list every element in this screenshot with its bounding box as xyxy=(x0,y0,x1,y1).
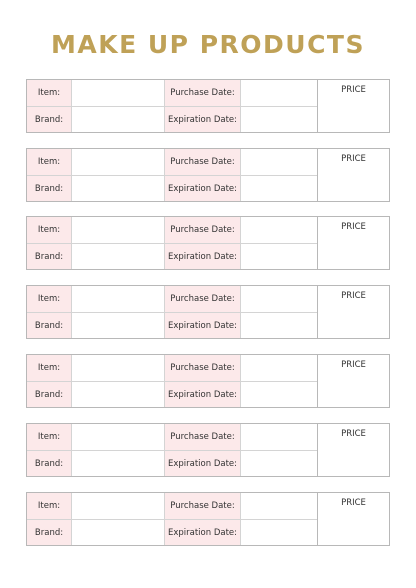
price-box[interactable] xyxy=(317,217,389,269)
product-card xyxy=(26,148,390,202)
purchase-date-label: Purchase Date: xyxy=(164,424,240,450)
item-field[interactable] xyxy=(71,424,164,450)
price-box[interactable] xyxy=(317,424,389,476)
price-box[interactable] xyxy=(317,493,389,545)
purchase-date-label: Purchase Date: xyxy=(164,217,240,243)
price-box[interactable] xyxy=(317,80,389,132)
purchase-date-label: Purchase Date: xyxy=(164,493,240,519)
purchase-date-label: Purchase Date: xyxy=(164,80,240,106)
product-card xyxy=(26,79,390,133)
brand-label: Brand: xyxy=(27,106,71,132)
expiration-date-label: Expiration Date: xyxy=(164,381,240,407)
item-label: Item: xyxy=(27,493,71,519)
expiration-date-label: Expiration Date: xyxy=(164,519,240,545)
brand-label: Brand: xyxy=(27,175,71,201)
item-field[interactable] xyxy=(71,493,164,519)
price-label: PRICE xyxy=(341,498,366,508)
product-card xyxy=(26,354,390,408)
brand-label: Brand: xyxy=(27,519,71,545)
purchase-date-field[interactable] xyxy=(240,355,317,381)
item-field[interactable] xyxy=(71,80,164,106)
brand-field[interactable] xyxy=(71,312,164,338)
price-label: PRICE xyxy=(341,429,366,439)
brand-field[interactable] xyxy=(71,243,164,269)
item-field[interactable] xyxy=(71,355,164,381)
brand-label: Brand: xyxy=(27,243,71,269)
brand-field[interactable] xyxy=(71,450,164,476)
purchase-date-label: Purchase Date: xyxy=(164,286,240,312)
item-label: Item: xyxy=(27,217,71,243)
expiration-date-field[interactable] xyxy=(240,450,317,476)
item-label: Item: xyxy=(27,80,71,106)
expiration-date-field[interactable] xyxy=(240,106,317,132)
brand-field[interactable] xyxy=(71,175,164,201)
purchase-date-field[interactable] xyxy=(240,493,317,519)
item-label: Item: xyxy=(27,286,71,312)
expiration-date-label: Expiration Date: xyxy=(164,106,240,132)
brand-field[interactable] xyxy=(71,106,164,132)
expiration-date-field[interactable] xyxy=(240,243,317,269)
product-card xyxy=(26,285,390,339)
expiration-date-field[interactable] xyxy=(240,381,317,407)
purchase-date-field[interactable] xyxy=(240,286,317,312)
expiration-date-field[interactable] xyxy=(240,175,317,201)
expiration-date-field[interactable] xyxy=(240,519,317,545)
page-title: MAKE UP PRODUCTS xyxy=(51,30,365,59)
brand-label: Brand: xyxy=(27,450,71,476)
brand-field[interactable] xyxy=(71,519,164,545)
price-box[interactable] xyxy=(317,355,389,407)
price-label: PRICE xyxy=(341,85,366,95)
expiration-date-field[interactable] xyxy=(240,312,317,338)
purchase-date-field[interactable] xyxy=(240,149,317,175)
price-box[interactable] xyxy=(317,149,389,201)
purchase-date-label: Purchase Date: xyxy=(164,355,240,381)
purchase-date-label: Purchase Date: xyxy=(164,149,240,175)
item-field[interactable] xyxy=(71,286,164,312)
brand-label: Brand: xyxy=(27,381,71,407)
expiration-date-label: Expiration Date: xyxy=(164,450,240,476)
purchase-date-field[interactable] xyxy=(240,80,317,106)
brand-field[interactable] xyxy=(71,381,164,407)
price-label: PRICE xyxy=(341,360,366,370)
brand-label: Brand: xyxy=(27,312,71,338)
price-label: PRICE xyxy=(341,222,366,232)
expiration-date-label: Expiration Date: xyxy=(164,312,240,338)
purchase-date-field[interactable] xyxy=(240,424,317,450)
price-label: PRICE xyxy=(341,291,366,301)
item-field[interactable] xyxy=(71,149,164,175)
expiration-date-label: Expiration Date: xyxy=(164,243,240,269)
product-card xyxy=(26,216,390,270)
price-label: PRICE xyxy=(341,154,366,164)
item-label: Item: xyxy=(27,355,71,381)
item-label: Item: xyxy=(27,149,71,175)
product-card xyxy=(26,492,390,546)
item-field[interactable] xyxy=(71,217,164,243)
item-label: Item: xyxy=(27,424,71,450)
product-card xyxy=(26,423,390,477)
price-box[interactable] xyxy=(317,286,389,338)
expiration-date-label: Expiration Date: xyxy=(164,175,240,201)
purchase-date-field[interactable] xyxy=(240,217,317,243)
